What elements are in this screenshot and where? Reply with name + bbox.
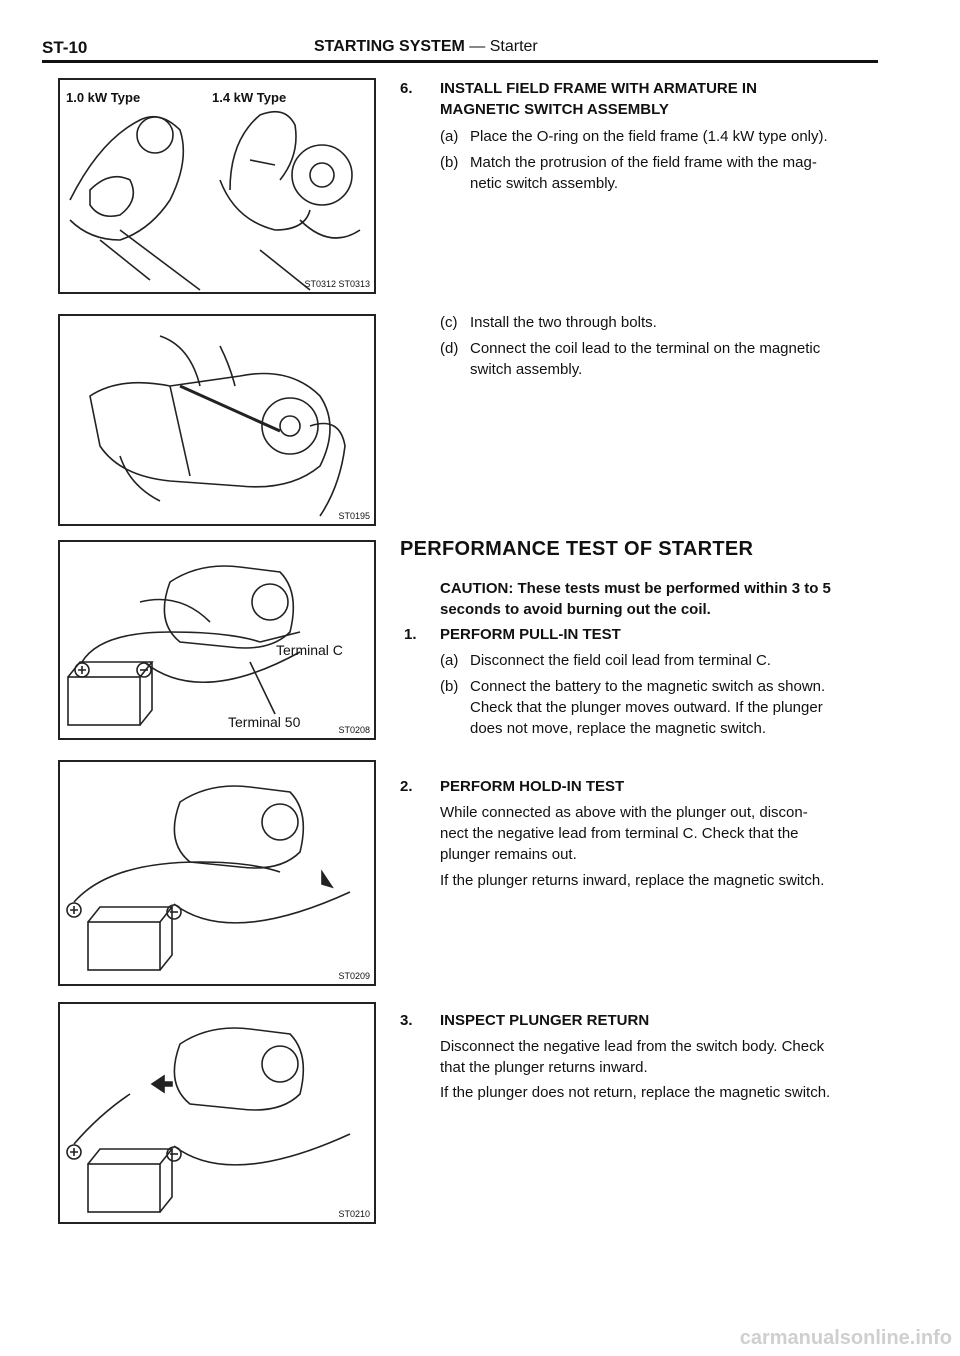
test-3-number: 3.	[400, 1012, 413, 1029]
figure-code: ST0210	[338, 1209, 370, 1219]
test-1a-text: Disconnect the field coil lead from terminal C.	[470, 652, 771, 669]
test-1-number: 1.	[404, 626, 417, 643]
step-6d-label: (d)	[440, 340, 459, 357]
page-code: ST-10	[42, 38, 88, 57]
step-6a-text: Place the O-ring on the field frame (1.4 kW type only).	[470, 128, 828, 145]
step-6b	[440, 152, 880, 196]
figure-hold-in-test	[58, 760, 376, 986]
test-1b-line3: does not move, replace the magnetic switch.	[470, 720, 766, 737]
starter-illustration-1	[60, 80, 374, 292]
test-2-title: PERFORM HOLD-IN TEST	[440, 778, 625, 795]
test-2-number: 2.	[400, 778, 413, 795]
section-title: STARTING SYSTEM	[314, 38, 465, 55]
figure-code: ST0209	[338, 971, 370, 981]
test-1b-label: (b)	[440, 678, 459, 695]
test-2-p1-line2: nect the negative lead from terminal C. Check that the	[440, 825, 799, 842]
starter-battery-diagram-3	[60, 1004, 374, 1222]
step-6b-line2: netic switch assembly.	[470, 175, 619, 192]
label-1kw-type: 1.0 kW Type	[66, 90, 141, 105]
header-rule	[42, 60, 878, 63]
test-1a-label: (a)	[440, 652, 459, 669]
step-6d-line2: switch assembly.	[470, 361, 583, 378]
starter-illustration-2	[60, 316, 374, 524]
figure-code: ST0195	[338, 511, 370, 521]
step-6c	[440, 312, 880, 336]
test-2-paragraph-2: If the plunger returns inward, replace the magnetic switch.	[440, 872, 825, 889]
figure-code: ST0312 ST0313	[304, 279, 370, 289]
step-6a-label: (a)	[440, 128, 459, 145]
test-1b-line2: Check that the plunger moves outward. If the plunger	[470, 699, 823, 716]
figure-through-bolts	[58, 314, 376, 526]
step-6-title-line1: INSTALL FIELD FRAME WITH ARMATURE IN	[440, 80, 757, 97]
site-watermark: carmanualsonline.info	[739, 1327, 952, 1349]
label-terminal-50: Terminal 50	[228, 714, 301, 730]
caution-line1: CAUTION: These tests must be performed within 3 to 5	[440, 580, 831, 597]
figure-plunger-return	[58, 1002, 376, 1224]
caution-line2: seconds to avoid burning out the coil.	[440, 601, 711, 618]
label-terminal-c: Terminal C	[276, 642, 343, 658]
caution-note	[440, 578, 831, 620]
step-6-title-line2: MAGNETIC SWITCH ASSEMBLY	[440, 101, 669, 118]
test-3-p1-line1: Disconnect the negative lead from the switch body. Check	[440, 1038, 825, 1055]
step-6b-label: (b)	[440, 154, 459, 171]
test-2-p1-line1: While connected as above with the plunger out, discon-	[440, 804, 808, 821]
test-2-paragraph-1	[440, 802, 808, 865]
test-1a	[440, 650, 880, 674]
subsection-title: — Starter	[469, 38, 538, 55]
test-3-paragraph-2: If the plunger does not return, replace the magnetic switch.	[440, 1084, 831, 1101]
performance-test-heading: PERFORMANCE TEST OF STARTER	[400, 538, 754, 560]
test-3-p1-line2: that the plunger returns inward.	[440, 1059, 648, 1076]
step-6b-line1: Match the protrusion of the field frame with the mag-	[470, 154, 817, 171]
step-6a	[440, 126, 880, 150]
step-6c-text: Install the two through bolts.	[470, 314, 657, 331]
step-6c-label: (c)	[440, 314, 458, 331]
test-3-title: INSPECT PLUNGER RETURN	[440, 1012, 650, 1029]
page-title	[314, 38, 538, 56]
step-6-number: 6.	[400, 80, 413, 97]
test-2-p1-line3: plunger remains out.	[440, 846, 577, 863]
step-6d-line1: Connect the coil lead to the terminal on the magnetic	[470, 340, 821, 357]
figure-code: ST0208	[338, 725, 370, 735]
test-1b	[440, 676, 880, 742]
step-6-title	[440, 78, 757, 120]
step-6d	[440, 338, 880, 382]
test-1b-line1: Connect the battery to the magnetic switch as shown.	[470, 678, 826, 695]
label-1-4kw-type: 1.4 kW Type	[212, 90, 287, 105]
figure-pull-in-test	[58, 540, 376, 740]
starter-battery-diagram-2	[60, 762, 374, 984]
test-1-title: PERFORM PULL-IN TEST	[440, 626, 621, 643]
test-3-paragraph-1	[440, 1036, 824, 1078]
figure-field-frame-types	[58, 78, 376, 294]
starter-battery-diagram-1	[60, 542, 374, 738]
